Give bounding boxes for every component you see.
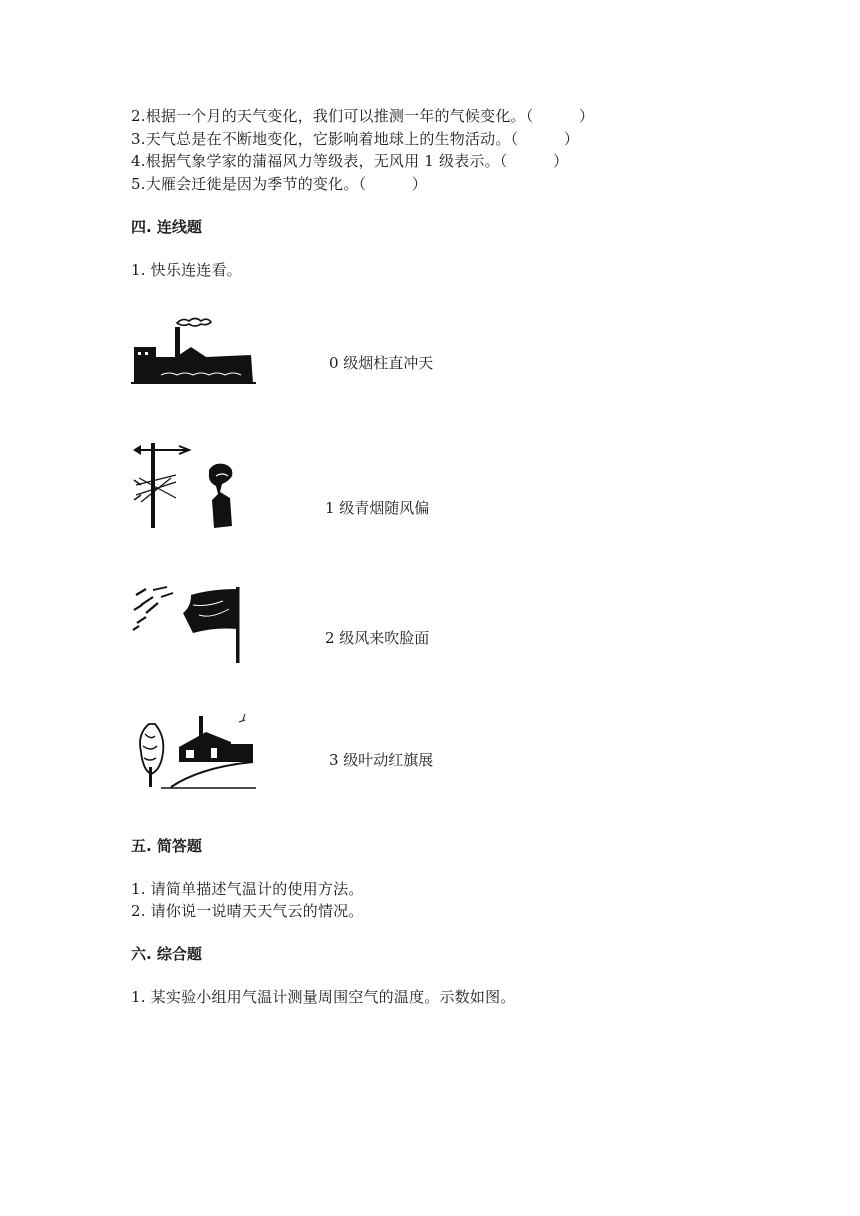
judge-item-5: 5.大雁会迁徙是因为季节的变化。（ ） [131, 175, 428, 193]
factory-smoke-illustration [131, 315, 256, 385]
match-label-3: 3 级叶动红旗展 [329, 751, 434, 769]
comprehensive-item-1: 1. 某实验小组用气温计测量周围空气的温度。示数如图。 [131, 988, 516, 1006]
judge-item-3: 3.天气总是在不断地变化，它影响着地球上的生物活动。（ ） [131, 130, 580, 148]
section-heading-short-answer: 五. 简答题 [131, 837, 202, 855]
judge-item-2: 2.根据一个月的天气变化，我们可以推测一年的气候变化。（ ） [131, 107, 595, 125]
match-label-2: 2 级风来吹脸面 [325, 629, 430, 647]
judge-item-4: 4.根据气象学家的蒲福风力等级表，无风用 1 级表示。（ ） [131, 152, 569, 170]
match-label-1: 1 级青烟随风偏 [325, 499, 430, 517]
short-answer-item-2: 2. 请你说一说晴天天气云的情况。 [131, 902, 364, 920]
tree-house-illustration [131, 712, 256, 790]
section-heading-comprehensive: 六. 综合题 [131, 945, 202, 963]
matching-question: 1. 快乐连连看。 [131, 261, 242, 279]
flag-waving-illustration [131, 585, 256, 665]
match-label-0: 0 级烟柱直冲天 [329, 354, 434, 372]
section-heading-matching: 四. 连线题 [131, 218, 202, 236]
weathervane-person-illustration [131, 440, 256, 530]
short-answer-item-1: 1. 请简单描述气温计的使用方法。 [131, 880, 364, 898]
